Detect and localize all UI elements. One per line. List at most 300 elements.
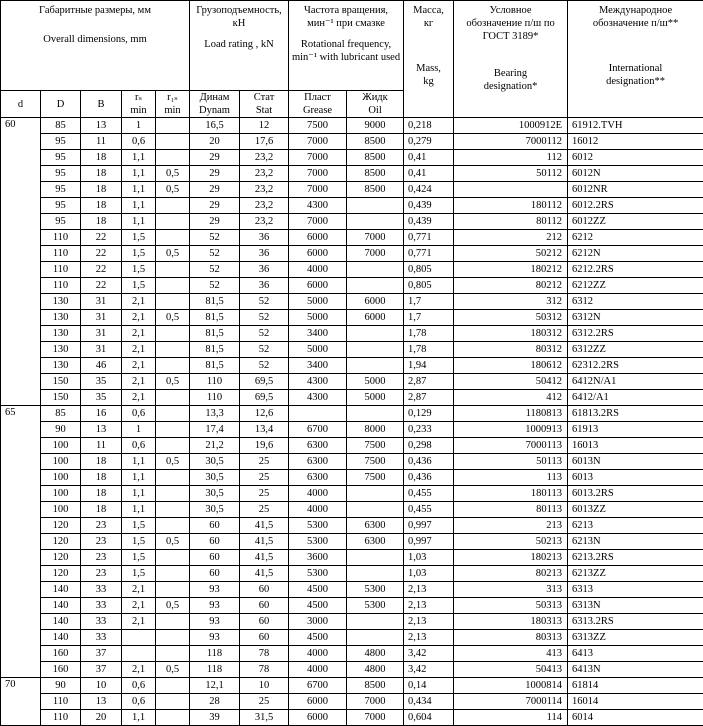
cell-r1s — [156, 230, 190, 246]
cell-grease: 7000 — [289, 214, 347, 230]
cell-mass: 0,455 — [404, 486, 454, 502]
cell-D: 140 — [41, 630, 81, 646]
cell-B: 22 — [81, 278, 122, 294]
cell-mass: 0,604 — [404, 710, 454, 726]
cell-rs: 1,1 — [122, 502, 156, 518]
cell-D: 95 — [41, 198, 81, 214]
cell-oil: 6300 — [347, 518, 404, 534]
cell-r1s — [156, 470, 190, 486]
cell-mass: 1,94 — [404, 358, 454, 374]
cell-D: 120 — [41, 518, 81, 534]
table-row — [1, 278, 703, 294]
cell-r1s — [156, 614, 190, 630]
cell-oil — [347, 630, 404, 646]
cell-r1s: 0,5 — [156, 662, 190, 678]
cell-oil: 5000 — [347, 390, 404, 406]
table-row — [1, 630, 703, 646]
cell-designation: 180212 — [454, 262, 568, 278]
cell-D: 100 — [41, 454, 81, 470]
cell-static: 60 — [240, 582, 289, 598]
cell-international: 6412N/A1 — [568, 374, 703, 390]
cell-international: 6413 — [568, 646, 703, 662]
cell-B: 35 — [81, 374, 122, 390]
cell-mass: 1,7 — [404, 294, 454, 310]
cell-static: 60 — [240, 614, 289, 630]
cell-D: 95 — [41, 150, 81, 166]
cell-oil: 7500 — [347, 470, 404, 486]
cell-mass: 3,42 — [404, 646, 454, 662]
cell-D: 140 — [41, 582, 81, 598]
cell-D: 85 — [41, 118, 81, 134]
cell-B: 18 — [81, 454, 122, 470]
cell-dynamic: 13,3 — [190, 406, 240, 422]
col-rs-header: rₛ min — [122, 91, 156, 118]
cell-B: 37 — [81, 662, 122, 678]
cell-oil — [347, 614, 404, 630]
table-row — [1, 246, 703, 262]
cell-international: 6012.2RS — [568, 198, 703, 214]
cell-grease: 4300 — [289, 390, 347, 406]
cell-D: 130 — [41, 342, 81, 358]
cell-rs: 2,1 — [122, 326, 156, 342]
cell-international: 16013 — [568, 438, 703, 454]
cell-mass: 1,03 — [404, 566, 454, 582]
cell-B: 33 — [81, 630, 122, 646]
cell-oil: 7000 — [347, 694, 404, 710]
cell-dynamic: 118 — [190, 646, 240, 662]
cell-rs: 1 — [122, 118, 156, 134]
table-row — [1, 502, 703, 518]
col-grease-header: Пласт Grease — [289, 91, 347, 118]
cell-D: 120 — [41, 534, 81, 550]
cell-oil: 5300 — [347, 582, 404, 598]
cell-grease: 5000 — [289, 342, 347, 358]
cell-international: 6213ZZ — [568, 566, 703, 582]
cell-grease: 6300 — [289, 438, 347, 454]
cell-designation: 312 — [454, 294, 568, 310]
cell-static: 31,5 — [240, 710, 289, 726]
cell-r1s — [156, 358, 190, 374]
cell-international: 61813.2RS — [568, 406, 703, 422]
cell-B: 18 — [81, 214, 122, 230]
cell-designation: 412 — [454, 390, 568, 406]
cell-static: 41,5 — [240, 518, 289, 534]
cell-B: 23 — [81, 550, 122, 566]
cell-B: 35 — [81, 390, 122, 406]
cell-D: 95 — [41, 182, 81, 198]
table-row — [1, 566, 703, 582]
cell-designation: 50312 — [454, 310, 568, 326]
cell-rs — [122, 646, 156, 662]
cell-r1s — [156, 646, 190, 662]
cell-international: 6014 — [568, 710, 703, 726]
cell-static: 23,2 — [240, 166, 289, 182]
table-row — [1, 646, 703, 662]
cell-D: 90 — [41, 678, 81, 694]
cell-B: 10 — [81, 678, 122, 694]
cell-rs: 2,1 — [122, 614, 156, 630]
cell-international: 61912.TVH — [568, 118, 703, 134]
cell-grease: 7000 — [289, 134, 347, 150]
cell-designation: 7000114 — [454, 694, 568, 710]
cell-B: 23 — [81, 518, 122, 534]
cell-dynamic: 29 — [190, 198, 240, 214]
header-row — [1, 1, 703, 91]
cell-mass: 0,41 — [404, 166, 454, 182]
table-row — [1, 678, 703, 694]
cell-rs: 1,5 — [122, 518, 156, 534]
cell-grease: 5000 — [289, 310, 347, 326]
cell-rs — [122, 630, 156, 646]
cell-static: 69,5 — [240, 374, 289, 390]
cell-grease: 5300 — [289, 534, 347, 550]
cell-rs: 2,1 — [122, 374, 156, 390]
cell-r1s — [156, 214, 190, 230]
cell-designation: 80213 — [454, 566, 568, 582]
cell-designation: 50112 — [454, 166, 568, 182]
cell-grease: 4300 — [289, 198, 347, 214]
cell-dynamic: 93 — [190, 630, 240, 646]
cell-designation: 114 — [454, 710, 568, 726]
cell-D: 110 — [41, 262, 81, 278]
cell-international: 6012N — [568, 166, 703, 182]
col-dynamic-header: Динам Dynam — [190, 91, 240, 118]
table-row — [1, 598, 703, 614]
cell-international: 16012 — [568, 134, 703, 150]
cell-D: 150 — [41, 374, 81, 390]
cell-mass: 1,78 — [404, 326, 454, 342]
table-row — [1, 662, 703, 678]
cell-r1s — [156, 550, 190, 566]
table-row — [1, 310, 703, 326]
cell-oil — [347, 406, 404, 422]
cell-international: 6413N — [568, 662, 703, 678]
cell-grease: 5300 — [289, 518, 347, 534]
cell-grease: 4000 — [289, 646, 347, 662]
cell-r1s — [156, 294, 190, 310]
cell-dynamic: 110 — [190, 390, 240, 406]
table-row — [1, 470, 703, 486]
cell-international: 6012NR — [568, 182, 703, 198]
table-row — [1, 390, 703, 406]
cell-B: 31 — [81, 294, 122, 310]
cell-r1s — [156, 694, 190, 710]
cell-mass: 0,233 — [404, 422, 454, 438]
cell-designation: 7000112 — [454, 134, 568, 150]
cell-dynamic: 52 — [190, 246, 240, 262]
table-row — [1, 326, 703, 342]
table-row — [1, 358, 703, 374]
cell-static: 52 — [240, 294, 289, 310]
cell-rs: 1 — [122, 422, 156, 438]
cell-D: 110 — [41, 230, 81, 246]
cell-international: 6213N — [568, 534, 703, 550]
rotational-frequency-header: Частота вращения, мин⁻¹ при смазке Rotational frequency, min⁻¹ with lubricant used — [289, 1, 404, 91]
cell-mass: 0,997 — [404, 534, 454, 550]
cell-B: 33 — [81, 614, 122, 630]
cell-dynamic: 29 — [190, 214, 240, 230]
col-oil-header: Жидк Oil — [347, 91, 404, 118]
cell-grease: 3600 — [289, 550, 347, 566]
cell-r1s — [156, 630, 190, 646]
cell-r1s: 0,5 — [156, 534, 190, 550]
cell-rs: 1,1 — [122, 214, 156, 230]
cell-grease: 6000 — [289, 278, 347, 294]
cell-B: 22 — [81, 230, 122, 246]
table-row — [1, 118, 703, 134]
col-static-header: Стат Stat — [240, 91, 289, 118]
cell-dynamic: 30,5 — [190, 486, 240, 502]
cell-dynamic: 39 — [190, 710, 240, 726]
cell-international: 6013.2RS — [568, 486, 703, 502]
cell-grease: 3000 — [289, 614, 347, 630]
cell-D: 90 — [41, 422, 81, 438]
cell-D: 120 — [41, 566, 81, 582]
cell-international: 6013N — [568, 454, 703, 470]
cell-static: 12,6 — [240, 406, 289, 422]
cell-static: 41,5 — [240, 534, 289, 550]
cell-D: 100 — [41, 470, 81, 486]
cell-B: 22 — [81, 246, 122, 262]
cell-designation: 180113 — [454, 486, 568, 502]
cell-oil — [347, 550, 404, 566]
cell-oil: 5300 — [347, 598, 404, 614]
cell-international: 61913 — [568, 422, 703, 438]
cell-oil: 5000 — [347, 374, 404, 390]
cell-B: 23 — [81, 566, 122, 582]
cell-static: 78 — [240, 646, 289, 662]
cell-static: 41,5 — [240, 550, 289, 566]
cell-grease: 7000 — [289, 182, 347, 198]
col-B-header: B — [81, 91, 122, 118]
cell-r1s — [156, 326, 190, 342]
cell-mass: 2,13 — [404, 614, 454, 630]
cell-mass: 2,87 — [404, 374, 454, 390]
cell-B: 18 — [81, 502, 122, 518]
cell-designation: 80312 — [454, 342, 568, 358]
cell-B: 13 — [81, 694, 122, 710]
cell-r1s — [156, 710, 190, 726]
cell-D: 110 — [41, 246, 81, 262]
cell-international: 6312.2RS — [568, 326, 703, 342]
cell-designation: 313 — [454, 582, 568, 598]
table-row — [1, 262, 703, 278]
cell-dynamic: 28 — [190, 694, 240, 710]
cell-designation: 112 — [454, 150, 568, 166]
cell-r1s: 0,5 — [156, 310, 190, 326]
cell-r1s — [156, 118, 190, 134]
cell-mass: 1,7 — [404, 310, 454, 326]
cell-grease: 4000 — [289, 662, 347, 678]
cell-B: 22 — [81, 262, 122, 278]
cell-international: 6312 — [568, 294, 703, 310]
cell-rs: 2,1 — [122, 598, 156, 614]
cell-grease: 4500 — [289, 598, 347, 614]
bearing-designation-header: Условное обозначение п/ш по ГОСТ 3189* Bearing designation* — [454, 1, 568, 118]
cell-designation: 1000814 — [454, 678, 568, 694]
cell-international: 6313 — [568, 582, 703, 598]
cell-mass: 0,14 — [404, 678, 454, 694]
cell-D: 160 — [41, 646, 81, 662]
cell-oil: 7500 — [347, 454, 404, 470]
cell-static: 52 — [240, 310, 289, 326]
cell-rs: 1,5 — [122, 278, 156, 294]
col-d-header: d — [1, 91, 41, 118]
cell-dynamic: 17,4 — [190, 422, 240, 438]
cell-B: 23 — [81, 534, 122, 550]
overall-dimensions-header: Габаритные размеры, мм Overall dimensions, mm — [1, 1, 190, 91]
cell-dynamic: 81,5 — [190, 294, 240, 310]
cell-dynamic: 30,5 — [190, 502, 240, 518]
cell-oil — [347, 358, 404, 374]
cell-international: 6012ZZ — [568, 214, 703, 230]
cell-mass: 0,439 — [404, 214, 454, 230]
cell-B: 33 — [81, 582, 122, 598]
cell-r1s: 0,5 — [156, 374, 190, 390]
cell-B: 13 — [81, 118, 122, 134]
table-row — [1, 518, 703, 534]
cell-rs: 2,1 — [122, 390, 156, 406]
cell-r1s — [156, 486, 190, 502]
cell-oil: 8500 — [347, 150, 404, 166]
cell-rs: 1,5 — [122, 246, 156, 262]
cell-grease: 4500 — [289, 630, 347, 646]
cell-B: 46 — [81, 358, 122, 374]
table-row — [1, 294, 703, 310]
cell-dynamic: 29 — [190, 150, 240, 166]
cell-r1s — [156, 438, 190, 454]
cell-r1s — [156, 582, 190, 598]
cell-mass: 0,771 — [404, 230, 454, 246]
cell-oil: 8500 — [347, 182, 404, 198]
cell-designation: 50412 — [454, 374, 568, 390]
table-row — [1, 230, 703, 246]
cell-B: 37 — [81, 646, 122, 662]
cell-B: 18 — [81, 198, 122, 214]
cell-mass: 0,455 — [404, 502, 454, 518]
cell-r1s — [156, 502, 190, 518]
table-row — [1, 166, 703, 182]
cell-r1s — [156, 150, 190, 166]
mass-header: Масса, кг Mass, kg — [404, 1, 454, 118]
cell-B: 11 — [81, 134, 122, 150]
cell-grease — [289, 406, 347, 422]
cell-mass: 0,298 — [404, 438, 454, 454]
cell-dynamic: 60 — [190, 566, 240, 582]
cell-D: 150 — [41, 390, 81, 406]
cell-rs: 2,1 — [122, 342, 156, 358]
cell-oil: 8500 — [347, 134, 404, 150]
cell-rs: 1,5 — [122, 550, 156, 566]
cell-dynamic: 30,5 — [190, 470, 240, 486]
cell-D: 130 — [41, 326, 81, 342]
cell-static: 60 — [240, 630, 289, 646]
cell-r1s — [156, 678, 190, 694]
cell-dynamic: 52 — [190, 230, 240, 246]
cell-international: 6313ZZ — [568, 630, 703, 646]
cell-oil: 8500 — [347, 166, 404, 182]
cell-dynamic: 93 — [190, 582, 240, 598]
cell-mass: 0,997 — [404, 518, 454, 534]
cell-static: 17,6 — [240, 134, 289, 150]
cell-mass: 0,805 — [404, 262, 454, 278]
cell-mass: 3,42 — [404, 662, 454, 678]
cell-D: 110 — [41, 694, 81, 710]
cell-D: 130 — [41, 358, 81, 374]
table-row — [1, 182, 703, 198]
cell-designation: 180612 — [454, 358, 568, 374]
cell-grease: 6700 — [289, 422, 347, 438]
load-rating-header: Грузоподъемность, кН Load rating , kN — [190, 1, 289, 91]
cell-B: 11 — [81, 438, 122, 454]
cell-grease: 4000 — [289, 262, 347, 278]
table-row — [1, 342, 703, 358]
cell-static: 69,5 — [240, 390, 289, 406]
cell-r1s: 0,5 — [156, 166, 190, 182]
cell-B: 16 — [81, 406, 122, 422]
cell-international: 6412/A1 — [568, 390, 703, 406]
cell-mass: 0,805 — [404, 278, 454, 294]
cell-rs: 0,6 — [122, 134, 156, 150]
cell-r1s — [156, 262, 190, 278]
cell-mass: 0,771 — [404, 246, 454, 262]
cell-oil: 7000 — [347, 710, 404, 726]
cell-static: 41,5 — [240, 566, 289, 582]
cell-dynamic: 118 — [190, 662, 240, 678]
cell-international: 6212N — [568, 246, 703, 262]
cell-dynamic: 21,2 — [190, 438, 240, 454]
cell-static: 52 — [240, 358, 289, 374]
cell-oil: 4800 — [347, 646, 404, 662]
cell-oil: 7000 — [347, 230, 404, 246]
cell-D: 140 — [41, 598, 81, 614]
cell-oil: 9000 — [347, 118, 404, 134]
cell-d: 70 — [1, 678, 41, 726]
cell-oil — [347, 214, 404, 230]
cell-rs: 2,1 — [122, 294, 156, 310]
cell-grease: 3400 — [289, 358, 347, 374]
cell-oil — [347, 502, 404, 518]
cell-grease: 6000 — [289, 694, 347, 710]
cell-mass: 0,279 — [404, 134, 454, 150]
cell-oil — [347, 326, 404, 342]
cell-r1s — [156, 518, 190, 534]
cell-r1s — [156, 278, 190, 294]
col-r1s-header: r₁ₛ min — [156, 91, 190, 118]
cell-rs: 2,1 — [122, 662, 156, 678]
cell-D: 100 — [41, 438, 81, 454]
cell-rs: 0,6 — [122, 678, 156, 694]
cell-dynamic: 93 — [190, 598, 240, 614]
cell-dynamic: 81,5 — [190, 358, 240, 374]
international-designation-header: Международное обозначение п/ш** International designation** — [568, 1, 703, 118]
cell-designation — [454, 182, 568, 198]
cell-designation: 1180813 — [454, 406, 568, 422]
cell-grease: 3400 — [289, 326, 347, 342]
cell-r1s — [156, 342, 190, 358]
cell-rs: 1,1 — [122, 166, 156, 182]
table-row — [1, 198, 703, 214]
cell-rs: 1,1 — [122, 454, 156, 470]
cell-rs: 1,1 — [122, 486, 156, 502]
table-row — [1, 550, 703, 566]
cell-international: 6313.2RS — [568, 614, 703, 630]
cell-static: 23,2 — [240, 182, 289, 198]
cell-designation: 50313 — [454, 598, 568, 614]
cell-dynamic: 12,1 — [190, 678, 240, 694]
cell-mass: 0,218 — [404, 118, 454, 134]
cell-B: 18 — [81, 470, 122, 486]
